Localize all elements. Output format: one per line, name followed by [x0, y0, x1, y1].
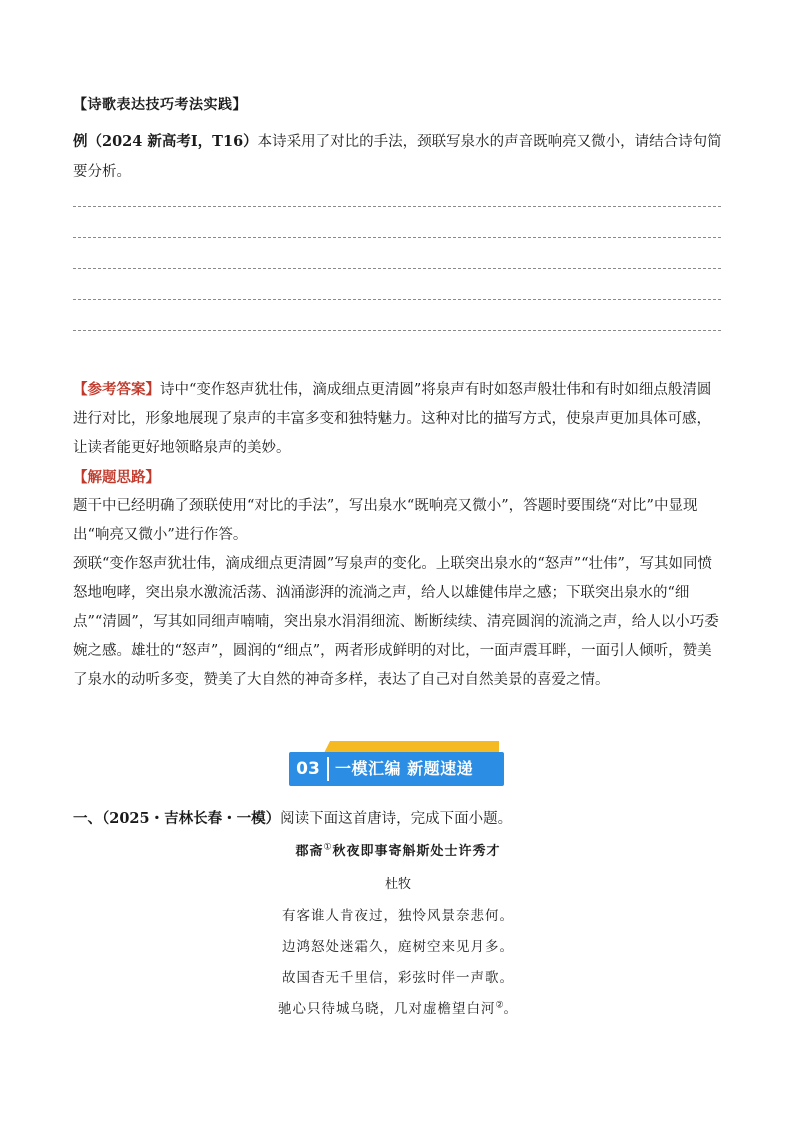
poem-author: 杜牧 — [384, 877, 411, 892]
solution-block — [73, 463, 723, 695]
answer-line[interactable] — [73, 237, 721, 238]
question-source: （2025・吉林长春・一模） — [102, 810, 281, 827]
section-banner — [289, 741, 504, 787]
solution-tag: 【解题思路】 — [73, 469, 160, 486]
solution-paragraph-2: 颈联“变作怒声犹壮伟，滴成细点更清圆”写泉声的变化。上联突出泉水的“怒声”“壮伟”，写其如同愤怒地咆哮，突出泉水激流活荡、汹涌澎湃的流淌之声，给人以雄健伟岸之感；下联突出泉水的“细点”“清圆”，写其如同细声喃喃，突出泉水涓涓细流、断断续续、清亮圆润的流淌之声，给人以小巧委婉之感。雄壮的“怒声”，圆润的“细点”，两者形成鲜明的对比，一面声震耳畔，一面引人倾听，赞美了泉水的动听多变，赞美了大自然的神奇多样，表达了自己对自然美景的喜爱之情。 — [73, 556, 719, 688]
poem-line: 驰心只待城乌晓，几对虚檐望白河②。 — [277, 1000, 519, 1017]
example-question — [73, 127, 723, 187]
practice-heading: 【诗歌表达技巧考法实践】 — [73, 97, 247, 113]
example-label: 例 — [73, 133, 88, 150]
poem-title: 郡斋①秋夜即事寄斛斯处士许秀才 — [295, 842, 501, 859]
banner-title: 一模汇编 新题速递 — [335, 759, 474, 778]
reference-answer-text: 诗中“变作怒声犹壮伟，滴成细点更清圆”将泉声有时如怒声般壮伟和有时如细点般清圆进行对比，形象地展现了泉声的丰富多变和独特魅力。这种对比的描写方式，使泉声更加具体可感，让读者能更好地领略泉声的美妙。 — [73, 382, 712, 456]
answer-line[interactable] — [73, 268, 721, 269]
question-stem — [73, 806, 723, 832]
poem-line: 边鸿怒处迷霜久，庭树空来见月多。 — [282, 939, 514, 955]
banner-number: 03 — [296, 759, 320, 779]
footnote-marker-2[interactable]: ② — [495, 1000, 504, 1011]
answer-line[interactable] — [73, 330, 721, 331]
poem-line: 有客谁人肯夜过，独怜风景奈悲何。 — [282, 908, 514, 924]
solution-paragraph-1: 题干中已经明确了颈联使用“对比的手法”，写出泉水“既响亮又微小”，答题时要围绕“对比”中显现出“响亮又微小”进行作答。 — [73, 498, 698, 543]
reference-answer — [73, 375, 723, 463]
poem-line: 故国杳无千里信，彩弦时伴一声歌。 — [282, 970, 514, 986]
answer-line[interactable] — [73, 299, 721, 300]
footnote-marker-1[interactable]: ① — [323, 842, 333, 853]
question-number: 一、 — [73, 810, 102, 827]
example-text: 本诗采用了对比的手法，颈联写泉水的声音既响亮又微小，请结合诗句简要分析。 — [73, 134, 722, 180]
banner-divider — [327, 757, 329, 781]
answer-lines[interactable] — [73, 206, 721, 361]
answer-line[interactable] — [73, 206, 721, 207]
reference-answer-tag: 【参考答案】 — [73, 381, 160, 398]
question-text: 阅读下面这首唐诗，完成下面小题。 — [280, 811, 513, 827]
example-source: （2024 新高考Ⅰ，T16） — [87, 133, 258, 150]
